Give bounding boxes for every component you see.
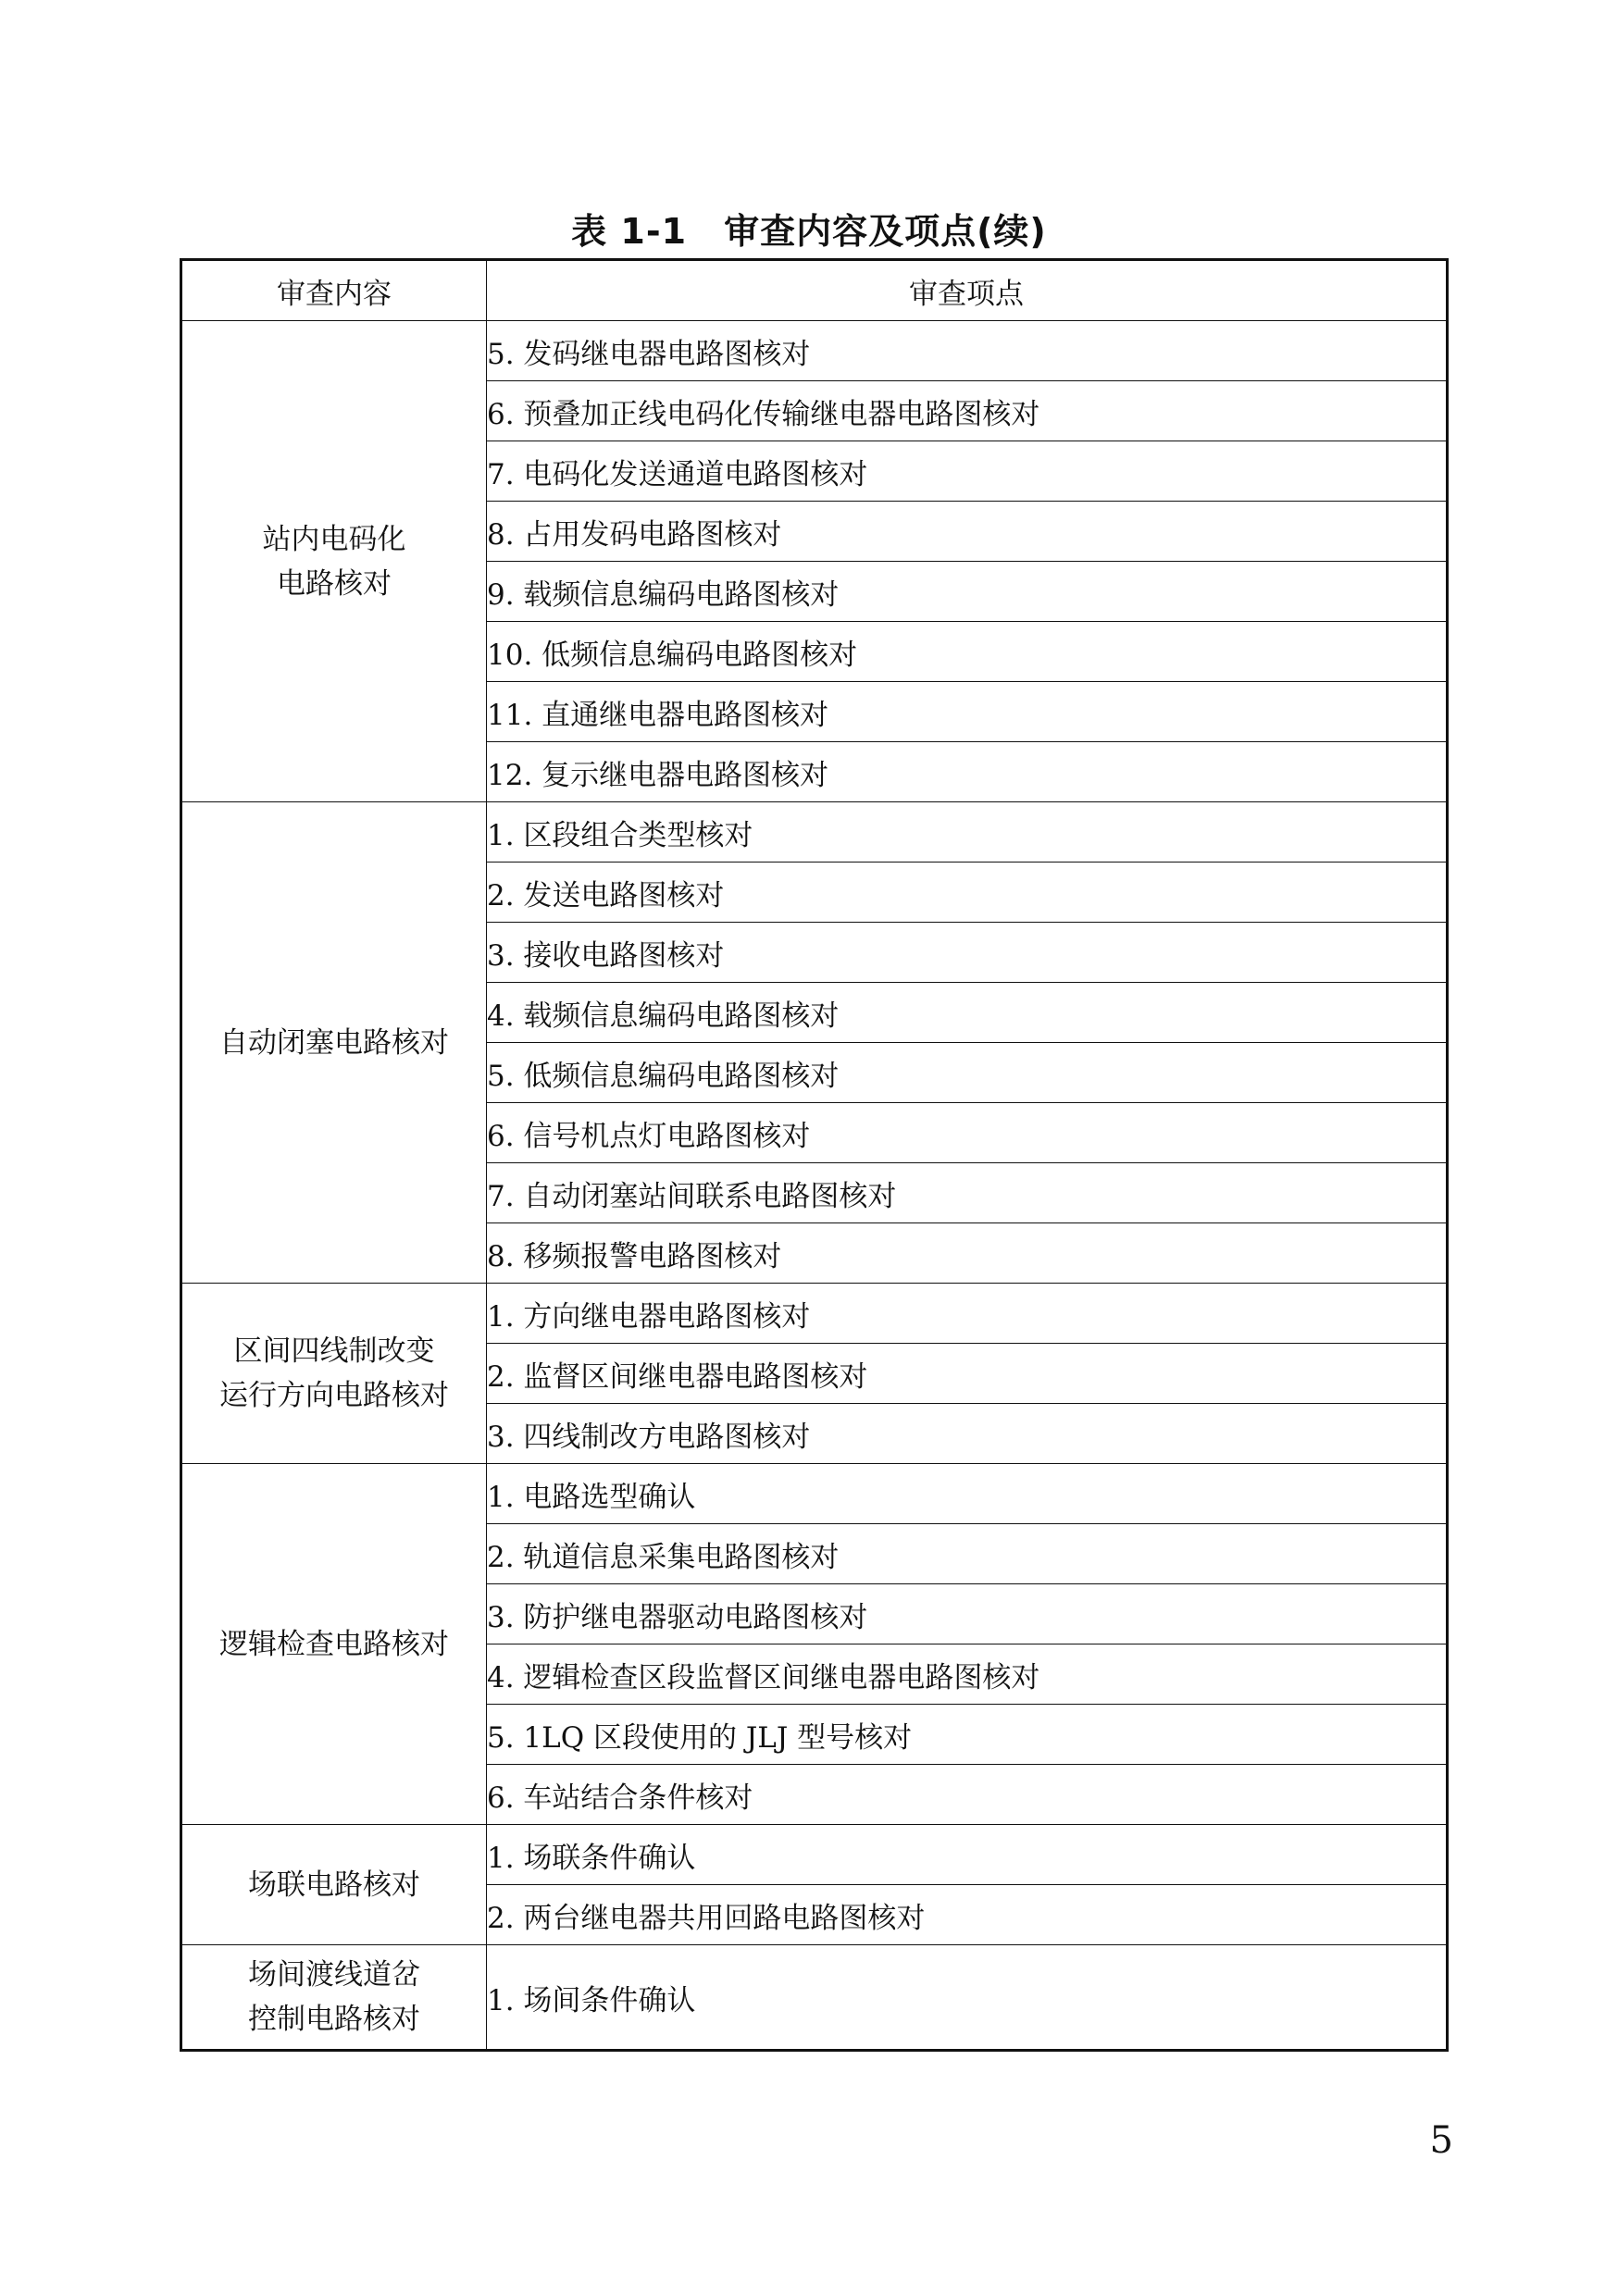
- table-caption: [0, 205, 1618, 257]
- review-point-cell: 1. 场间条件确认: [487, 1945, 1448, 2051]
- category-cell: [181, 1945, 487, 2051]
- review-point-cell: 11. 直通继电器电路图核对: [487, 682, 1448, 742]
- table-row: [181, 1284, 1448, 1344]
- review-point-cell: 5. 发码继电器电路图核对: [487, 321, 1448, 381]
- category-line: 运行方向电路核对: [219, 1379, 449, 1412]
- review-point-cell: 2. 监督区间继电器电路图核对: [487, 1344, 1448, 1404]
- table-header-row: [181, 260, 1448, 321]
- category-cell: [181, 1464, 487, 1825]
- review-point-cell: 4. 载频信息编码电路图核对: [487, 983, 1448, 1043]
- review-point-cell: 2. 发送电路图核对: [487, 863, 1448, 923]
- review-point-cell: 9. 载频信息编码电路图核对: [487, 562, 1448, 622]
- review-point-cell: 1. 场联条件确认: [487, 1825, 1448, 1885]
- category-line: 场联电路核对: [248, 1868, 420, 1902]
- table-row: [181, 1464, 1448, 1524]
- review-point-cell: 5. 1LQ 区段使用的 JLJ 型号核对: [487, 1705, 1448, 1765]
- review-point-cell: 7. 电码化发送通道电路图核对: [487, 441, 1448, 502]
- category-line: 逻辑检查电路核对: [219, 1627, 449, 1661]
- review-point-cell: 4. 逻辑检查区段监督区间继电器电路图核对: [487, 1644, 1448, 1705]
- review-point-cell: 8. 占用发码电路图核对: [487, 502, 1448, 562]
- review-table: [180, 258, 1449, 2052]
- review-point-cell: 10. 低频信息编码电路图核对: [487, 622, 1448, 682]
- category-cell: [181, 1284, 487, 1464]
- table-row: [181, 321, 1448, 381]
- review-point-cell: 8. 移频报警电路图核对: [487, 1223, 1448, 1284]
- review-point-cell: 1. 电路选型确认: [487, 1464, 1448, 1524]
- review-point-cell: 12. 复示继电器电路图核对: [487, 742, 1448, 802]
- category-line: 区间四线制改变: [233, 1334, 435, 1368]
- review-point-cell: 1. 区段组合类型核对: [487, 802, 1448, 863]
- review-point-cell: 3. 四线制改方电路图核对: [487, 1404, 1448, 1464]
- table-title: 审查内容及项点(续): [724, 211, 1047, 252]
- review-point-cell: 2. 轨道信息采集电路图核对: [487, 1524, 1448, 1584]
- category-line: 控制电路核对: [248, 2003, 420, 2036]
- header-points: 审查项点: [487, 260, 1448, 321]
- review-point-cell: 2. 两台继电器共用回路电路图核对: [487, 1885, 1448, 1945]
- review-point-cell: 6. 信号机点灯电路图核对: [487, 1103, 1448, 1163]
- header-content: 审查内容: [181, 260, 487, 321]
- category-cell: [181, 1825, 487, 1945]
- category-line: 电路核对: [277, 566, 392, 601]
- page-number: 5: [1429, 2119, 1453, 2162]
- category-cell: [181, 321, 487, 802]
- review-point-cell: 5. 低频信息编码电路图核对: [487, 1043, 1448, 1103]
- review-point-cell: 1. 方向继电器电路图核对: [487, 1284, 1448, 1344]
- review-point-cell: 6. 车站结合条件核对: [487, 1765, 1448, 1825]
- category-cell: [181, 802, 487, 1284]
- category-line: 场间渡线道岔: [248, 1958, 420, 1992]
- review-point-cell: 7. 自动闭塞站间联系电路图核对: [487, 1163, 1448, 1223]
- review-point-cell: 3. 接收电路图核对: [487, 923, 1448, 983]
- table-row: [181, 1825, 1448, 1885]
- category-line: 站内电码化: [262, 522, 406, 556]
- review-point-cell: 3. 防护继电器驱动电路图核对: [487, 1584, 1448, 1644]
- review-point-cell: 6. 预叠加正线电码化传输继电器电路图核对: [487, 381, 1448, 441]
- category-line: 自动闭塞电路核对: [219, 1025, 449, 1060]
- table-row: [181, 1945, 1448, 2051]
- table-body: [181, 321, 1448, 2051]
- table-row: [181, 802, 1448, 863]
- table-number: 表 1-1: [571, 211, 688, 252]
